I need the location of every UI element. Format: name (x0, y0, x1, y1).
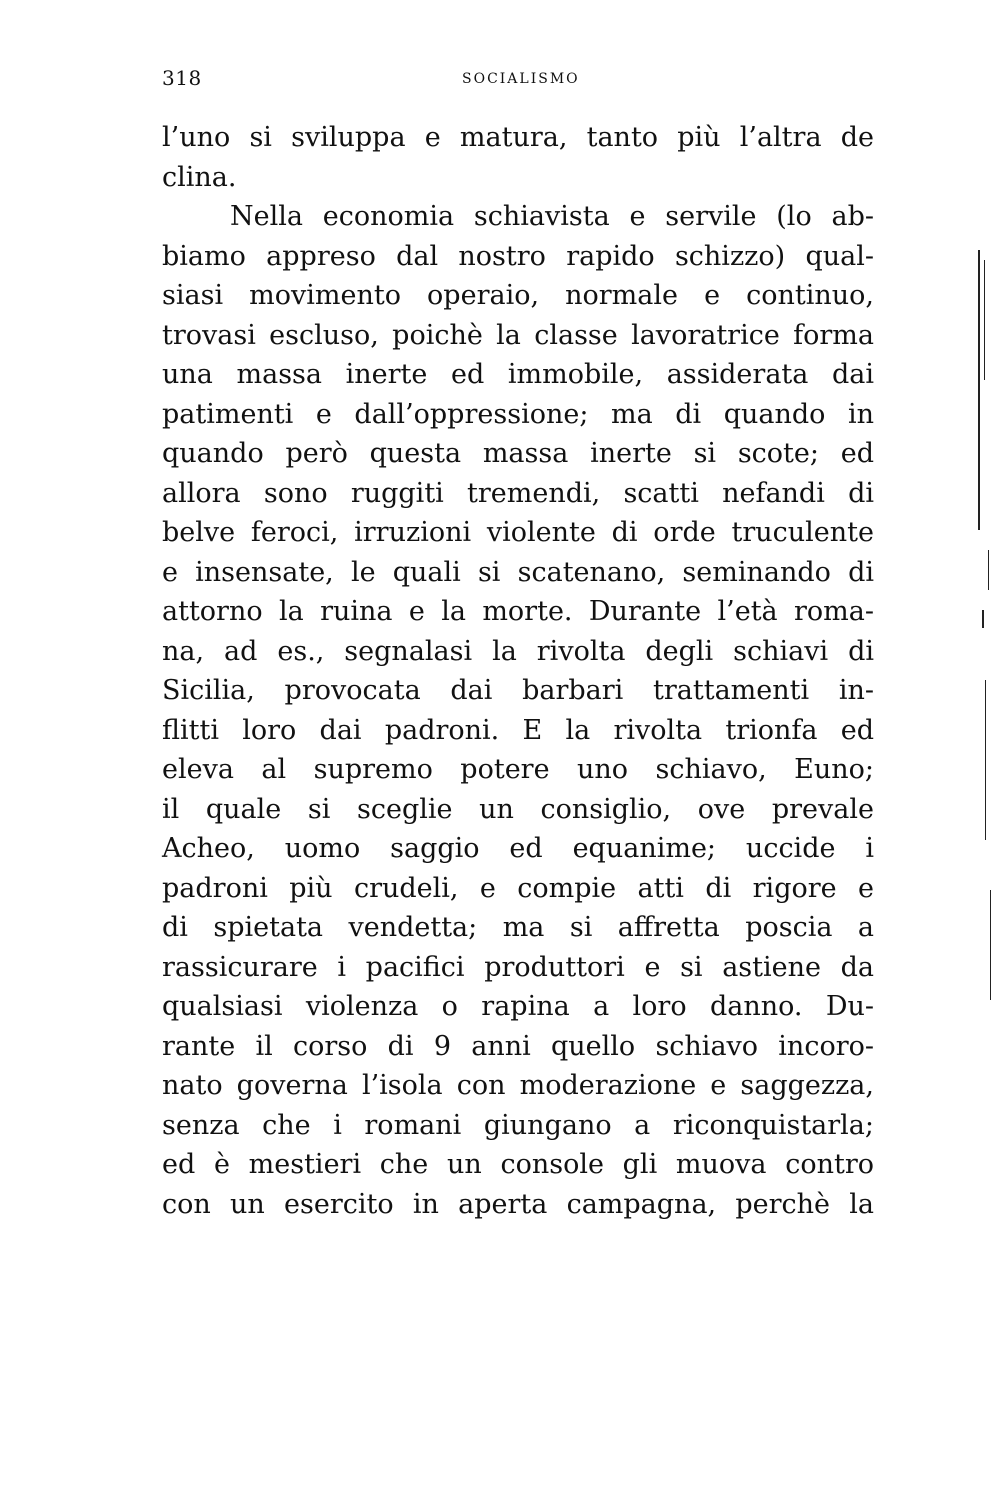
text-line: belve feroci, irruzioni violente di orde truculente (162, 517, 874, 548)
text-line: siasi movimento operaio, normale e continuo, (162, 280, 874, 311)
text-line: allora sono ruggiti tremendi, scatti nefandi di (162, 477, 874, 509)
text-line: Acheo, uomo saggio ed equanime; uccide i (162, 833, 874, 864)
text-line: padroni più crudeli, e compie atti di rigore e (162, 872, 874, 904)
scan-mark (982, 610, 984, 628)
text-line: con un esercito in aperta campagna, perchè la (162, 1188, 874, 1220)
text-line: ed è mestieri che un console gli muova contro (162, 1149, 874, 1180)
text-line: senza che i romani giungano a riconquistarla; (162, 1109, 874, 1141)
text-line: patimenti e dall’oppressione; ma di quando in (162, 398, 874, 430)
text-line: eleva al supremo potere uno schiavo, Euno; (162, 754, 874, 785)
text-line: rassicurare i pacifici produttori e si astiene da (162, 951, 874, 983)
scan-mark (984, 260, 985, 380)
text-line: na, ad es., segnalasi la rivolta degli schiavi di (162, 635, 874, 667)
text-line: di spietata vendetta; ma si affretta poscia a (162, 912, 874, 943)
text-line: nato governa l’isola con moderazione e saggezza, (162, 1070, 874, 1101)
text-line: quando però questa massa inerte si scote; ed (162, 438, 874, 469)
scan-edge-marks (970, 250, 1000, 1050)
text-line: e insensate, le quali si scatenano, seminando di (162, 556, 874, 588)
text-line: Sicilia, provocata dai barbari trattamenti in- (162, 675, 874, 706)
text-line: qualsiasi violenza o rapina a loro danno. Du- (162, 991, 874, 1022)
scan-mark (990, 890, 991, 1000)
text-line: biamo appreso dal nostro rapido schizzo) qual- (162, 240, 874, 272)
running-title: SOCIALISMO (462, 71, 580, 87)
scan-mark (978, 250, 980, 530)
text-line: l’uno si sviluppa e matura, tanto più l’altra de (162, 122, 874, 153)
text-line: una massa inerte ed immobile, assiderata dai (162, 359, 874, 390)
scan-mark (985, 680, 986, 840)
text-line: attorno la ruina e la morte. Durante l’età roma- (162, 596, 874, 627)
text-line: rante il corso di 9 anni quello schiavo incoro- (162, 1030, 874, 1062)
text-line: flitti loro dai padroni. E la rivolta trionfa ed (162, 714, 874, 746)
scan-mark (988, 550, 989, 590)
text-line: clina. (162, 161, 237, 193)
running-head (162, 66, 874, 94)
text-line: trovasi escluso, poichè la classe lavoratrice forma (162, 319, 874, 351)
text-line: il quale si sceglie un consiglio, ove prevale (162, 793, 874, 825)
body-text (162, 118, 874, 1224)
text-line: Nella economia schiavista e servile (lo ab- (230, 201, 874, 232)
page-number: 318 (162, 66, 202, 90)
